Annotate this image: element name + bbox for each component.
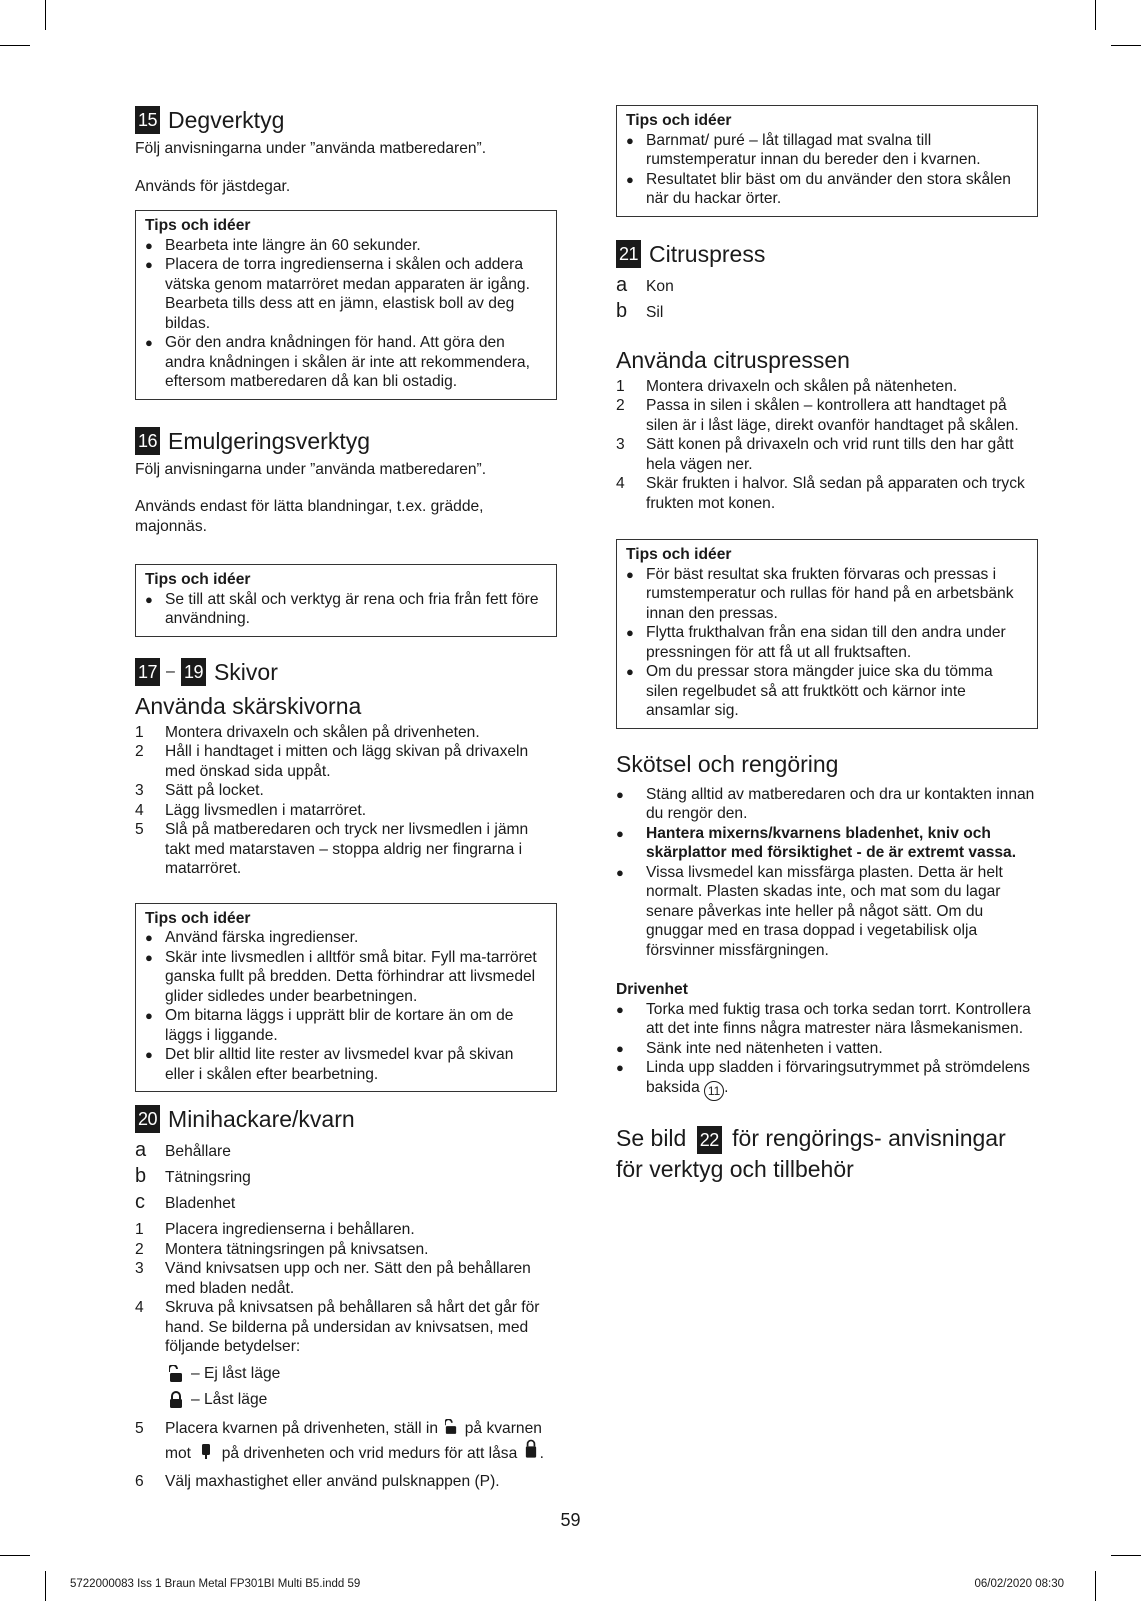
crop-mark	[1111, 45, 1141, 46]
drive-unit-heading: Drivenhet	[616, 981, 688, 998]
crop-mark	[0, 1555, 30, 1556]
care-item: ● Vissa livsmedel kan missfärga plasten. Detta är helt normalt. Plasten skadas inte, och mat som du lagar senare påverkas inte heller på något sätt. Om du gnuggar med en trasa doppad i vegetabilisk olja försvinner missfärgningen.	[616, 863, 1038, 961]
tips-title: Tips och idéer	[145, 217, 251, 234]
subsection-title: Använda citruspressen	[616, 346, 850, 373]
unlocked-legend: – Ej låst läge	[135, 1361, 557, 1387]
section-title-20	[135, 1104, 557, 1134]
step-item: 4 Skruva på knivsatsen på behållaren så hårt det går för hand. Se bilderna på undersidan av knivsatsen, med följande betydelser:	[135, 1299, 540, 1355]
steps-list	[135, 1472, 557, 1492]
steps-list	[135, 1419, 557, 1464]
steps-list	[135, 723, 557, 879]
figure-number-badge: 22	[697, 1126, 722, 1154]
tip-item: ● Resultatet blir bäst om du använder den stora skålen när du hackar örter.	[626, 170, 1028, 209]
step-item: 2 Håll i handtaget i mitten och lägg skivan på drivaxeln med önskad sida uppåt.	[135, 743, 529, 780]
step-item: 3 Vänd knivsatsen upp och ner. Sätt den på behållaren med bladen nedåt.	[135, 1260, 531, 1297]
step-item: 3 Sätt konen på drivaxeln och vrid runt tills den har gått hela vägen ner.	[616, 436, 1014, 473]
paragraph: Används endast för lätta blandningar, t.ex. grädde, majonnäs.	[135, 498, 484, 535]
tip-item: ● Om bitarna läggs i upprätt blir de kortare än om de läggs i liggande.	[145, 1006, 547, 1045]
tips-box	[135, 903, 557, 1093]
unlocked-padlock-icon	[169, 1365, 183, 1383]
drive-item: ● Torka med fuktig trasa och torka sedan torrt. Kontrollera att det inte finns några matrester nära låsmekanismen.	[616, 1000, 1038, 1039]
step-item: 1 Placera ingredienserna i behållaren.	[135, 1221, 415, 1238]
care-warning: ● Hantera mixerns/kvarnens bladenhet, kniv och skärplattor med försiktighet - de är extremt vassa.	[616, 824, 1038, 863]
tips-title: Tips och idéer	[145, 571, 251, 588]
tips-title: Tips och idéer	[626, 112, 732, 129]
step-item: 2 Passa in silen i skålen – kontrollera att handtaget på silen är i låst läge, direkt ovanför handtaget på skålen.	[616, 397, 1019, 434]
alignment-marker-icon	[201, 1444, 211, 1460]
drive-item: ● Sänk inte ned nätenheten i vatten.	[616, 1039, 1038, 1059]
range-dash: –	[166, 662, 175, 680]
footer-date: 06/02/2020 08:30	[974, 1578, 1064, 1590]
tips-box	[616, 539, 1038, 729]
tips-title: Tips och idéer	[626, 546, 732, 563]
steps-list	[135, 1220, 557, 1357]
section-title-text: Emulgeringsverktyg	[168, 427, 370, 454]
section-number-badge: 21	[616, 240, 641, 268]
section-title-text: Degverktyg	[168, 107, 285, 133]
tips-box	[135, 564, 557, 637]
footer-file-info: 5722000083 Iss 1 Braun Metal FP301BI Multi B5.indd 59	[70, 1578, 361, 1590]
crop-mark	[1095, 0, 1096, 30]
drive-item: ● Linda upp sladden i förvaringsutrymmet på strömdelens baksida 11 .	[616, 1058, 1038, 1101]
part-item: c Bladenhet	[135, 1191, 236, 1213]
tip-item: ● Flytta frukthalvan från ena sidan till den andra under pressningen för att få ut all fruktsaften.	[626, 623, 1028, 662]
steps-list	[616, 377, 1038, 514]
step-item: 5 Placera kvarnen på drivenheten, ställ in på kvarnen mot på drivenheten och vrid medurs för att låsa .	[135, 1419, 544, 1462]
care-item: ● Stäng alltid av matberedaren och dra ur kontakten innan du rengör den.	[616, 785, 1038, 824]
section-number-badge: 16	[135, 427, 160, 455]
step-item: 2 Montera tätningsringen på knivsatsen.	[135, 1240, 429, 1258]
paragraph: Följ anvisningarna under ”använda matberedaren”.	[135, 140, 487, 157]
tip-item: ● Se till att skål och verktyg är rena och fria från fett före användning.	[145, 590, 547, 629]
right-column	[616, 105, 1038, 1184]
left-column	[135, 105, 557, 1491]
paragraph: Används för jästdegar.	[135, 177, 291, 195]
step-item: 1 Montera drivaxeln och skålen på nätenheten.	[616, 377, 958, 395]
step-item: 4 Lägg livsmedlen i matarröret.	[135, 801, 367, 819]
see-figure-note: Se bild 22 för rengörings- anvisningar för verktyg och tillbehör	[616, 1124, 1006, 1182]
locked-padlock-icon	[169, 1391, 183, 1409]
section-number-badge: 19	[181, 658, 206, 686]
tip-item: ● Använd färska ingredienser.	[145, 928, 547, 948]
tip-item: ● Gör den andra knådningen för hand. Att göra den andra knådningen i skålen är inte att rekommendera, eftersom matberedaren då kan bli ostadig.	[145, 333, 547, 392]
step-item: 3 Sätt på locket.	[135, 782, 264, 799]
crop-mark	[45, 0, 46, 30]
subsection-title: Använda skärskivorna	[135, 692, 362, 719]
section-number-badge: 20	[135, 1105, 160, 1133]
paragraph: Följ anvisningarna under ”använda matberedaren”.	[135, 460, 487, 478]
section-title-15	[135, 105, 557, 135]
tip-item: ● För bäst resultat ska frukten förvaras och pressas i rumstemperatur och rullas för hand på en arbetsbänk innan den pressas.	[626, 565, 1028, 624]
section-title-text: Citruspress	[649, 240, 766, 267]
tip-item: ● Skär inte livsmedlen i alltför små bitar. Fyll ma-tarröret ganska fullt på bredden. Detta förhindrar att livsmedel glider sidledes under bearbetningen.	[145, 948, 547, 1007]
step-item: 1 Montera drivaxeln och skålen på drivenheten.	[135, 723, 480, 741]
tip-item: ● Om du pressar stora mängder juice ska du tömma silen regelbudet så att fruktkött och kärnor inte ansamlar sig.	[626, 662, 1028, 721]
page-number: 59	[560, 1510, 581, 1530]
tip-item: ● Bearbeta inte längre än 60 sekunder.	[145, 236, 547, 256]
step-item: 5 Slå på matberedaren och tryck ner livsmedlen i jämn takt med matarstaven – stoppa aldrig ner fingrarna i matarröret.	[135, 821, 529, 877]
parts-list	[616, 273, 1038, 325]
tip-item: ● Barnmat/ puré – låt tillagad mat svalna till rumstemperatur innan du bereder den i kvarnen.	[626, 131, 1028, 170]
callout-number: 11	[704, 1081, 724, 1101]
crop-mark	[1095, 1571, 1096, 1601]
locked-legend: – Låst läge	[135, 1387, 557, 1413]
part-item: a Behållare	[135, 1139, 231, 1161]
section-title-17-19	[135, 657, 557, 687]
drive-list	[616, 1000, 1038, 1101]
locked-padlock-icon	[525, 1438, 537, 1460]
parts-list	[135, 1138, 557, 1216]
unlocked-padlock-icon	[445, 1419, 457, 1435]
section-title-text: Minihackare/kvarn	[168, 1106, 355, 1132]
step-item: 4 Skär frukten i halvor. Slå sedan på apparaten och tryck frukten mot konen.	[616, 475, 1025, 512]
part-item: b Sil	[616, 299, 664, 322]
tips-box	[135, 210, 557, 400]
part-item: a Kon	[616, 273, 674, 296]
section-title-16	[135, 426, 557, 456]
section-title-text: Skivor	[213, 658, 278, 685]
crop-mark	[0, 45, 30, 46]
crop-mark	[45, 1571, 46, 1601]
part-item: b Tätningsring	[135, 1165, 251, 1187]
tip-item: ● Det blir alltid lite rester av livsmedel kvar på skivan eller i skålen efter bearbetning.	[145, 1045, 547, 1084]
tips-title: Tips och idéer	[145, 909, 251, 927]
tip-item: ● Placera de torra ingredienserna i skålen och addera vätska genom matarröret medan apparaten är igång. Bearbeta tills dess att en jämn, elastisk boll av deg bildas.	[145, 255, 547, 333]
section-number-badge: 17	[135, 658, 160, 686]
section-number-badge: 15	[135, 106, 160, 134]
care-list	[616, 785, 1038, 961]
tips-box	[616, 105, 1038, 217]
crop-mark	[1111, 1555, 1141, 1556]
care-title: Skötsel och rengöring	[616, 750, 839, 777]
section-title-21	[616, 239, 1038, 269]
step-item: 6 Välj maxhastighet eller använd pulsknappen (P).	[135, 1472, 500, 1490]
